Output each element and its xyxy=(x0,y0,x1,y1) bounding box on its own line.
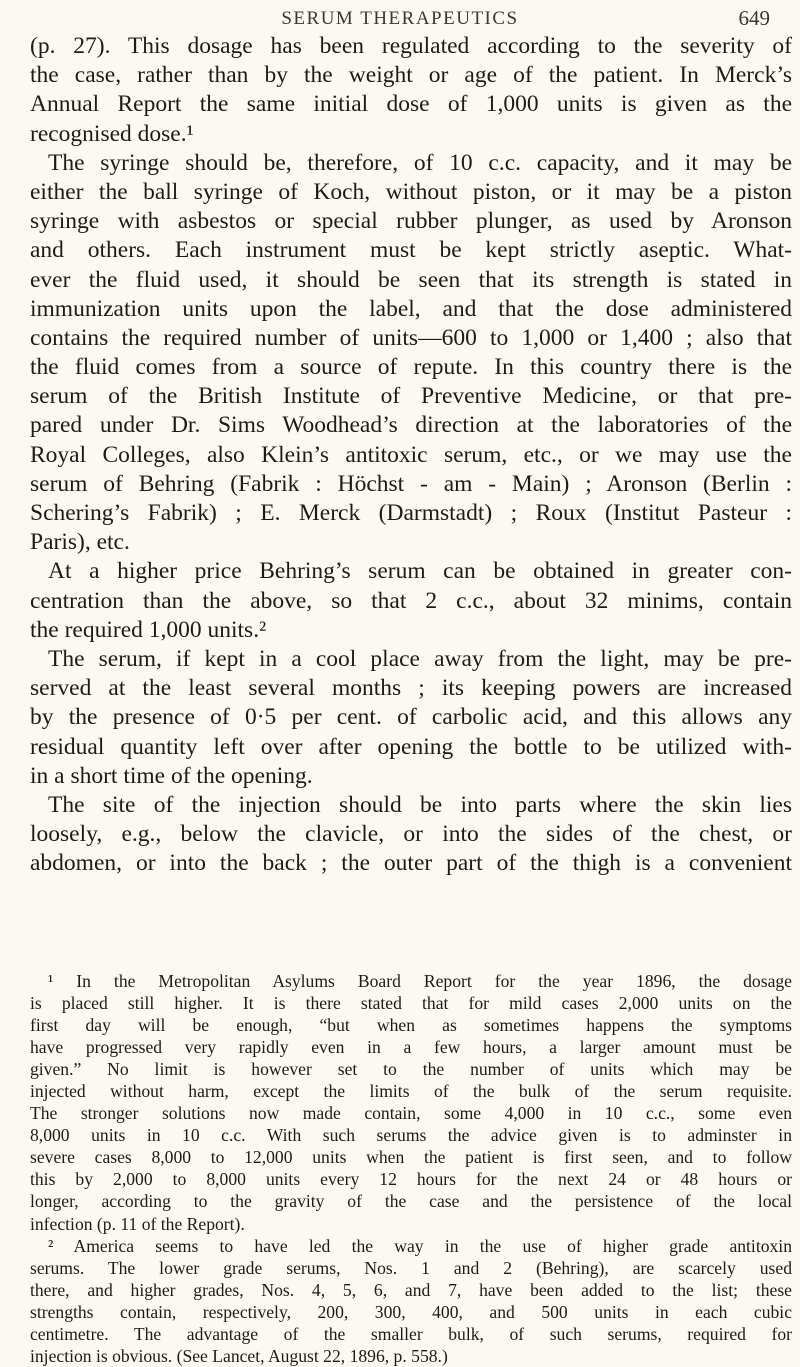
footnote-line: serums. The lower grade serums, Nos. 1 and 2 (Behring), are scarcely used xyxy=(30,1257,792,1278)
footnote-line: first day will be enough, “but when as sometimes happens the symptoms xyxy=(30,1015,792,1036)
footnote-line: there, and higher grades, Nos. 4, 5, 6, and 7, have been added to the list; these xyxy=(30,1279,792,1300)
text-line: immunization units upon the label, and that the dose administered xyxy=(30,295,792,322)
text-line: and others. Each instrument must be kept strictly aseptic. What- xyxy=(30,237,792,264)
footnote-line: ² America seems to have led the way in the use of higher grade antitoxin xyxy=(48,1235,792,1256)
body-text xyxy=(30,32,792,878)
text-line: pared under Dr. Sims Woodhead’s direction at the laboratories of the xyxy=(30,412,792,439)
text-line: At a higher price Behring’s serum can be obtained in greater con- xyxy=(48,558,792,585)
running-title: SERUM THERAPEUTICS xyxy=(281,8,519,29)
footnote-line: injection is obvious. (See Lancet, August 22, 1896, p. 558.) xyxy=(30,1345,448,1366)
text-line: recognised dose.¹ xyxy=(30,120,194,147)
text-line: serum of the British Institute of Preventive Medicine, or that pre- xyxy=(30,383,792,410)
text-line: Royal Colleges, also Klein’s antitoxic serum, etc., or we may use the xyxy=(30,441,792,468)
text-line: The syringe should be, therefore, of 10 c.c. capacity, and it may be xyxy=(48,149,792,176)
text-line: the fluid comes from a source of repute. In this country there is the xyxy=(30,354,792,381)
footnote-line: given.” No limit is however set to the number of units which may be xyxy=(30,1059,792,1080)
text-line: residual quantity left over after opening the bottle to be utilized with- xyxy=(30,733,792,760)
text-line: either the ball syringe of Koch, without piston, or it may be a piston xyxy=(30,178,792,205)
text-line: the case, rather than by the weight or age of the patient. In Merck’s xyxy=(30,62,792,89)
footnote-line: have progressed very rapidly even in a few hours, a larger amount must be xyxy=(30,1037,792,1058)
text-line: Schering’s Fabrik) ; E. Merck (Darmstadt) ; Roux (Institut Pasteur : xyxy=(30,500,792,526)
text-line: the required 1,000 units.² xyxy=(30,616,267,643)
text-line: Annual Report the same initial dose of 1,000 units is given as the xyxy=(30,91,792,118)
text-line: served at the least several months ; its keeping powers are increased xyxy=(30,675,792,702)
page-number: 649 xyxy=(738,6,770,30)
footnotes xyxy=(30,970,792,1367)
text-line: centration than the above, so that 2 c.c., about 32 minims, contain xyxy=(30,587,792,614)
footnote-line: this by 2,000 to 8,000 units every 12 hours for the next 24 or 48 hours or xyxy=(30,1169,792,1190)
text-line: syringe with asbestos or special rubber plunger, as used by Aronson xyxy=(30,208,792,235)
text-line: Paris), etc. xyxy=(30,529,130,556)
footnote-line: infection (p. 11 of the Report). xyxy=(30,1213,245,1234)
text-line: contains the required number of units—600 to 1,000 or 1,400 ; also that xyxy=(30,324,792,351)
text-line: The site of the injection should be into parts where the skin lies xyxy=(48,791,792,818)
text-line: The serum, if kept in a cool place away from the light, may be pre- xyxy=(48,645,792,672)
footnote-line: injected without harm, except the limits of the bulk of the serum requisite. xyxy=(30,1081,792,1102)
text-line: by the presence of 0·5 per cent. of carbolic acid, and this allows any xyxy=(30,704,792,731)
text-line: abdomen, or into the back ; the outer part of the thigh is a convenient xyxy=(30,850,792,877)
footnote-line: centimetre. The advantage of the smaller bulk, of such serums, required for xyxy=(30,1323,792,1344)
text-line: in a short time of the opening. xyxy=(30,762,313,789)
footnote-line: ¹ In the Metropolitan Asylums Board Report for the year 1896, the dosage xyxy=(48,971,792,991)
text-line: loosely, e.g., below the clavicle, or into the sides of the chest, or xyxy=(30,821,792,848)
text-line: (p. 27). This dosage has been regulated according to the severity of xyxy=(30,33,792,59)
footnote-line: is placed still higher. It is there stated that for mild cases 2,000 units on the xyxy=(30,993,792,1014)
footnote-line: 8,000 units in 10 c.c. With such serums the advice given is to adminster in xyxy=(30,1125,792,1146)
footnote-line: The stronger solutions now made contain, some 4,000 in 10 c.c., some even xyxy=(30,1103,792,1124)
footnote-line: longer, according to the gravity of the case and the persistence of the local xyxy=(30,1191,792,1212)
text-line: serum of Behring (Fabrik : Höchst - am - Main) ; Aronson (Berlin : xyxy=(30,470,792,497)
text-line: ever the fluid used, it should be seen that its strength is stated in xyxy=(30,266,792,293)
footnote-line: strengths contain, respectively, 200, 300, 400, and 500 units in each cubic xyxy=(30,1301,792,1322)
running-head xyxy=(30,6,770,32)
footnote-line: severe cases 8,000 to 12,000 units when the patient is first seen, and to follow xyxy=(30,1147,792,1168)
